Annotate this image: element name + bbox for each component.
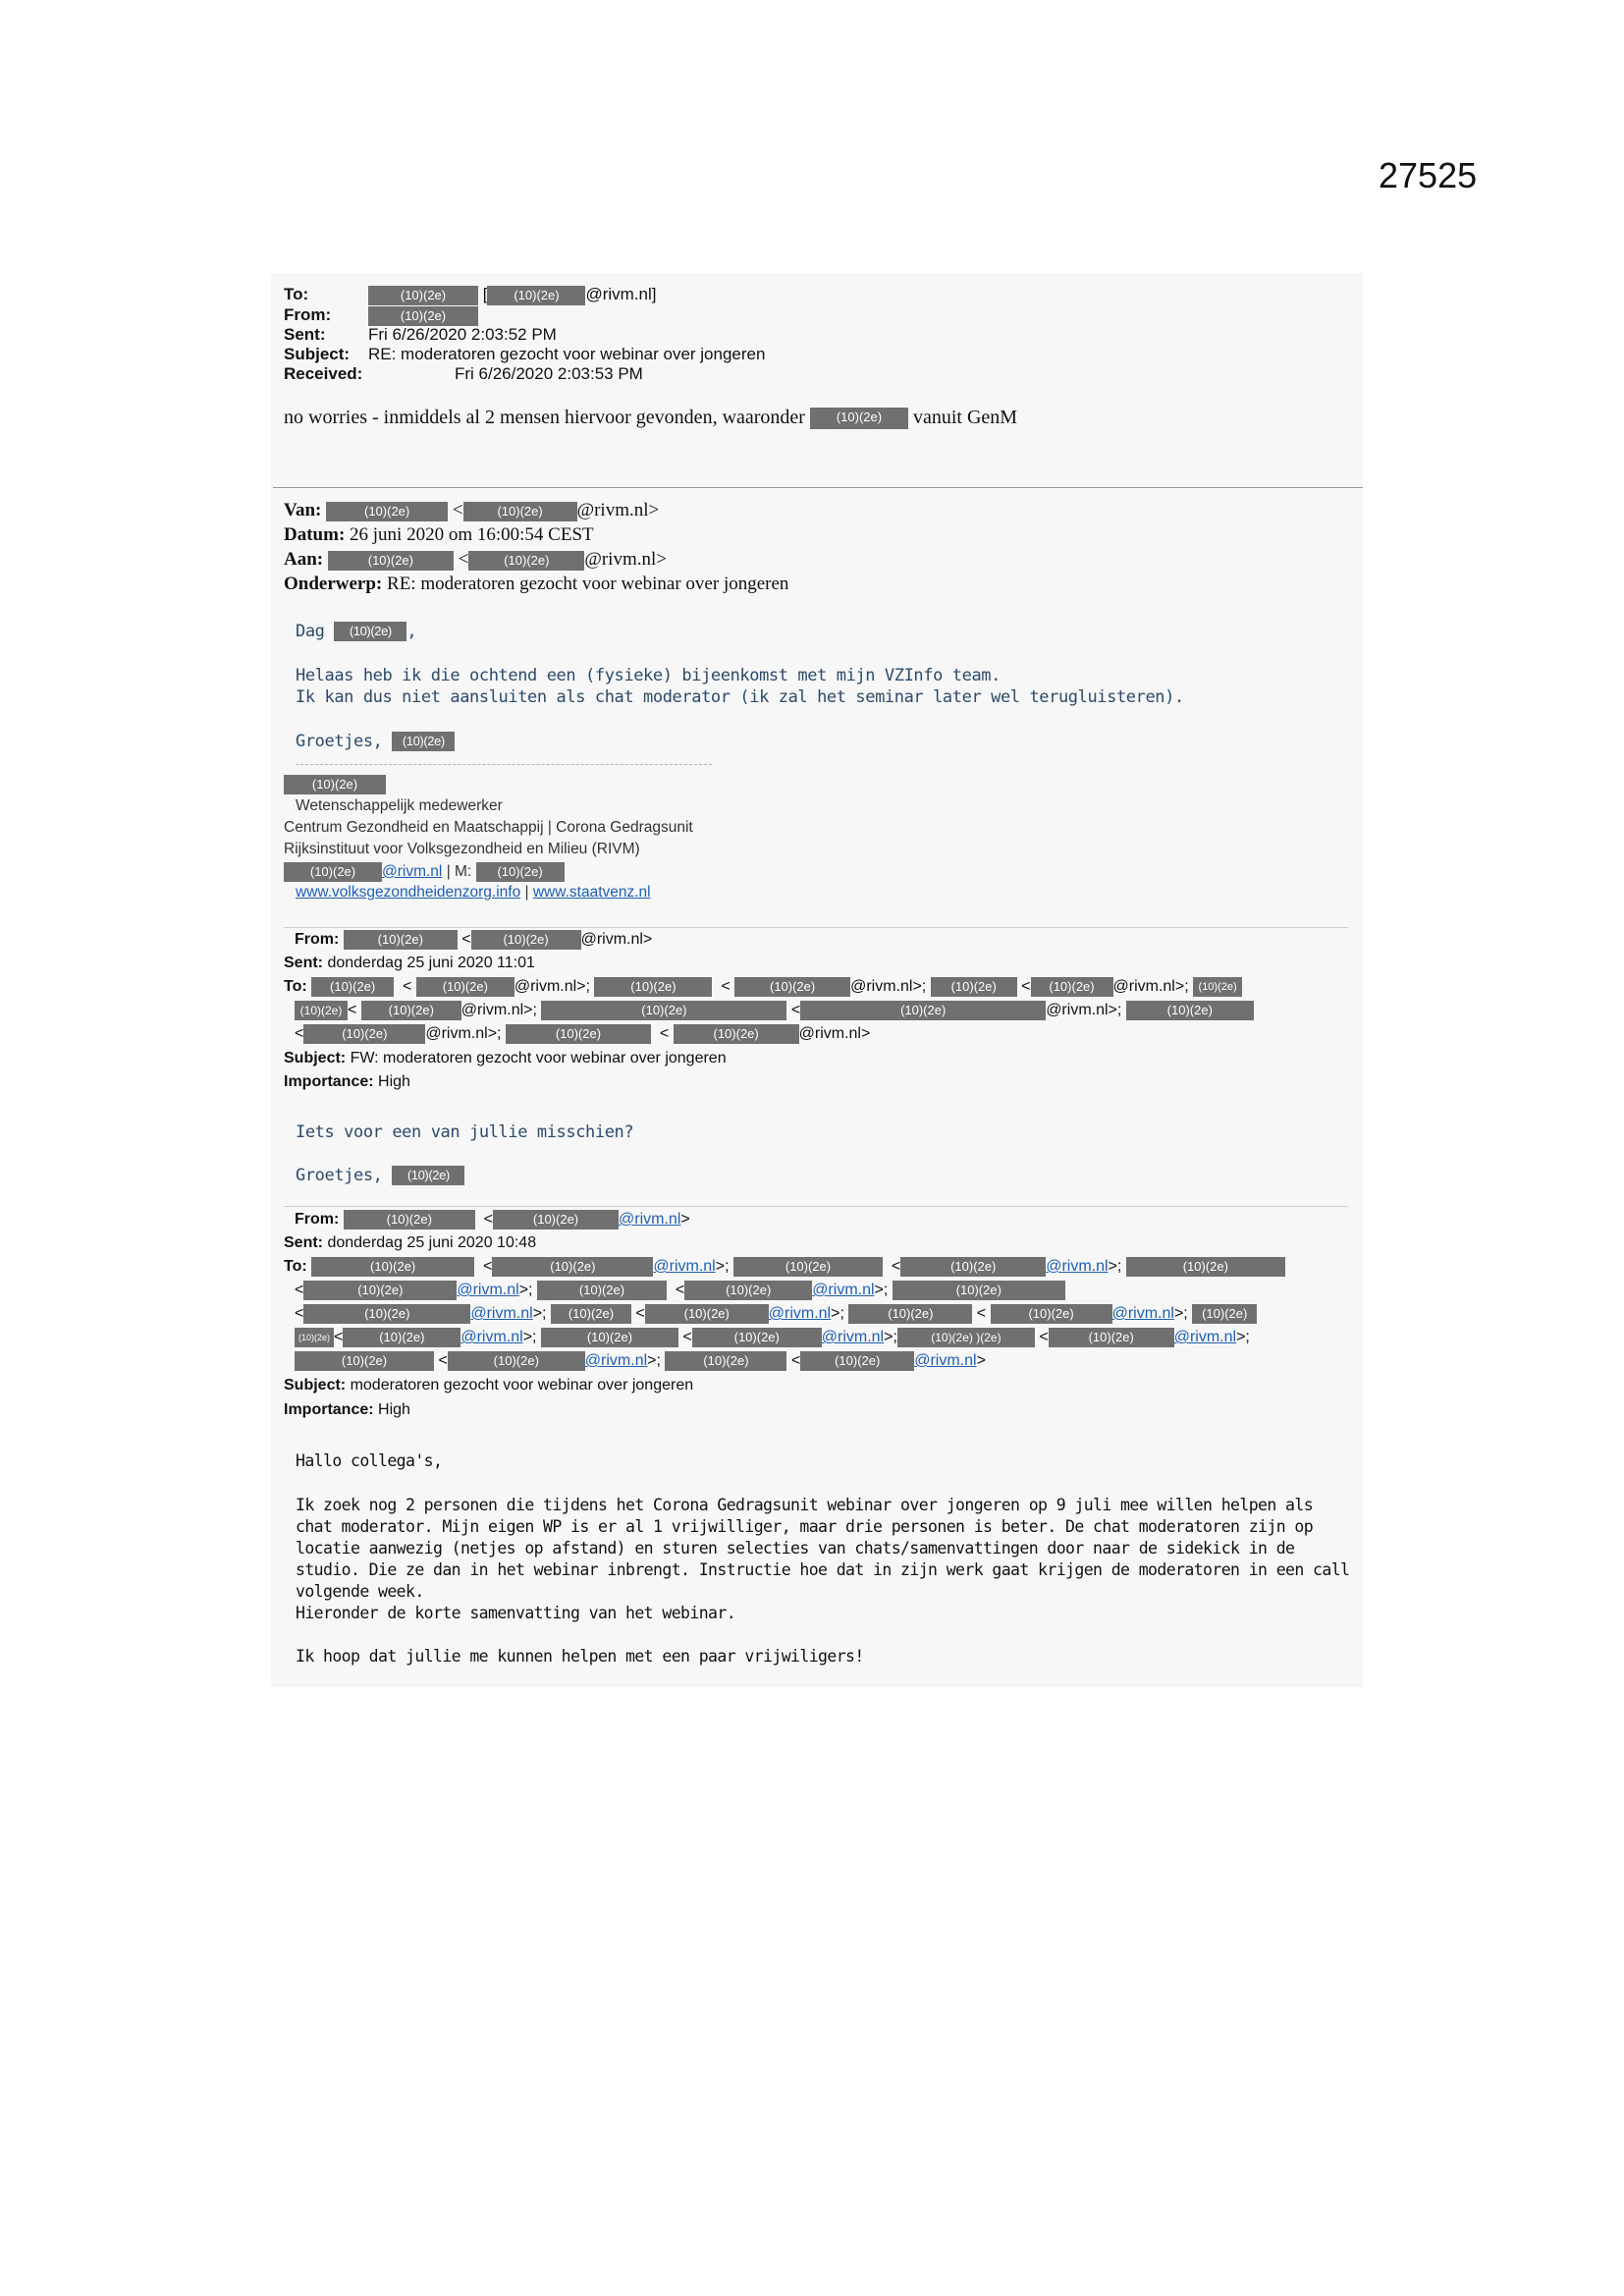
datum-value: 26 juni 2020 om 16:00:54 CEST (350, 524, 594, 545)
redaction: (10)(2e) (334, 622, 406, 641)
redaction: (10)(2e) (343, 1328, 460, 1347)
domain: @rivm.nl> (798, 1025, 871, 1043)
semi: >; (1173, 1305, 1188, 1323)
redaction: (10)(2e) (368, 286, 478, 305)
redaction: (10)(2e) (295, 1351, 434, 1371)
received-label: Received: (284, 364, 363, 383)
signature-contact (284, 862, 565, 882)
from-label: From: (295, 1211, 340, 1229)
paragraph-line: Ik zoek nog 2 personen die tijdens het Corona Gedragsunit webinar over jongeren op 9 juli mee willen helpen als (296, 1496, 1314, 1514)
body-text: no worries - inmiddels al 2 mensen hiervoor gevonden, waaronder (284, 407, 805, 428)
signature-name (284, 775, 386, 794)
semi: >; (884, 1329, 897, 1346)
domain: @rivm.nl>; (1046, 1002, 1122, 1019)
redaction: (10)(2e) (800, 1351, 914, 1371)
lt: < (452, 500, 463, 520)
from-label: From: (284, 305, 332, 324)
email3-body: Iets voor een van jullie misschien? (296, 1122, 634, 1142)
closing-text: Groetjes, (296, 1166, 383, 1185)
email1-from-row (284, 305, 478, 326)
email-link[interactable]: @rivm.nl (457, 1282, 519, 1299)
redaction: (10)(2e) (900, 1257, 1046, 1277)
redaction: (10)(2e) (328, 551, 454, 571)
redaction: (10)(2e) (493, 1210, 619, 1230)
paragraph-line: chat moderator. Mijn eigen WP is er al 1 vrijwilliger, maar drie personen is beter. De chat moderatoren zijn op (296, 1517, 1314, 1536)
email-link[interactable]: @rivm.nl (1046, 1258, 1109, 1276)
semi: >; (647, 1352, 661, 1370)
email4-from-row: From: (10)(2e) < (10)(2e) @rivm.nl> (295, 1211, 690, 1229)
redaction: (10)(2e) (476, 862, 565, 882)
redaction: (10)(2e) (303, 1281, 457, 1300)
from-label: From: (295, 931, 340, 949)
domain: @rivm.nl>; (514, 978, 590, 996)
email2-onderwerp-row (284, 574, 788, 595)
email3-subject-row (284, 1050, 727, 1067)
sent-value: donderdag 25 juni 2020 11:01 (327, 955, 535, 971)
email3-to-row2: (10)(2e) < (10)(2e) @rivm.nl>; (10)(2e) < (10)(2e) @rivm.nl>; (10)(2e) (295, 1001, 1254, 1020)
email-link[interactable]: @rivm.nl (619, 1211, 681, 1229)
email-link[interactable]: @rivm.nl (470, 1305, 533, 1323)
email-link[interactable]: @rivm.nl (653, 1258, 716, 1276)
link-staatvenz[interactable]: www.staatvenz.nl (532, 884, 651, 901)
paragraph-line: locatie aanwezig (netjes op afstand) en sturen selecties van chats/samenvattingen door naar de sidekick in de (296, 1539, 1295, 1558)
redaction: (10)(2e) (392, 1166, 464, 1185)
subject-value: FW: moderatoren gezocht voor webinar over jongeren (350, 1050, 727, 1066)
signature-divider (296, 764, 712, 765)
email1-to-row (284, 285, 657, 305)
body-text-end: vanuit GenM (912, 407, 1018, 428)
gt: > (680, 1211, 690, 1229)
received-value: Fri 6/26/2020 2:03:53 PM (455, 364, 643, 383)
lt: < (458, 549, 469, 570)
email4-closing-line: Ik hoop dat jullie me kunnen helpen met een paar vrijwiligers! (296, 1647, 864, 1666)
redaction: (10)(2e) )(2e) (897, 1328, 1035, 1347)
redaction: (10)(2e) (1126, 1257, 1285, 1277)
onderwerp-label: Onderwerp: (284, 574, 383, 594)
importance-value: High (378, 1401, 410, 1418)
redaction: (10)(2e) (1192, 1304, 1257, 1324)
email4-to-row5: (10)(2e) < (10)(2e) @rivm.nl>; (10)(2e) < (10)(2e) @rivm.nl> (295, 1351, 986, 1371)
semi: >; (1236, 1329, 1250, 1346)
redaction: (10)(2e) (471, 930, 581, 950)
signature-org2: Rijksinstituut voor Volksgezondheid en Milieu (RIVM) (284, 841, 640, 857)
email-link[interactable]: @rivm.nl (1173, 1329, 1237, 1346)
email2-line1: Helaas heb ik die ochtend een (fysieke) bijeenkomst met mijn VZInfo team. (296, 666, 1001, 685)
redaction: (10)(2e) (674, 1024, 799, 1044)
subject-value: moderatoren gezocht voor webinar over jongeren (350, 1377, 694, 1394)
redaction: (10)(2e) (487, 286, 585, 305)
email1-sent-row (284, 325, 557, 345)
semi: >; (874, 1282, 889, 1299)
redaction: (10)(2e) (303, 1304, 470, 1324)
semi: >; (518, 1282, 533, 1299)
sent-label: Sent: (284, 955, 323, 971)
importance-value: High (378, 1073, 410, 1090)
email-link[interactable]: @rivm.nl (1111, 1305, 1174, 1323)
redaction: (10)(2e) (684, 1281, 812, 1300)
redaction: (10)(2e) (311, 977, 394, 997)
email3-sent-row (284, 955, 535, 972)
domain: @rivm.nl>; (425, 1025, 502, 1043)
onderwerp-value: RE: moderatoren gezocht voor webinar over jongeren (387, 574, 789, 594)
semi: >; (1108, 1258, 1122, 1276)
redaction: (10)(2e) (448, 1351, 585, 1371)
to-label: To: (284, 978, 307, 996)
sent-value: Fri 6/26/2020 2:03:52 PM (368, 325, 557, 344)
to-domain: @rivm.nl] (585, 285, 657, 303)
domain: @rivm.nl>; (850, 978, 927, 996)
redaction: (10)(2e) (537, 1281, 667, 1300)
email2-line2: Ik kan dus niet aansluiten als chat moderator (ik zal het seminar later wel terugluisteren). (296, 687, 1184, 707)
email3-closing (296, 1166, 464, 1185)
closing-text: Groetjes, (296, 732, 383, 751)
paragraph-line: Hieronder de korte samenvatting van het webinar. (296, 1604, 736, 1622)
email2-datum-row (284, 524, 594, 546)
to-label: To: (284, 1258, 307, 1276)
redaction: (10)(2e) (284, 862, 382, 882)
to-label: To: (284, 285, 309, 303)
signature-title: Wetenschappelijk medewerker (296, 797, 503, 814)
datum-label: Datum: (284, 524, 346, 545)
redaction: (10)(2e) (368, 306, 478, 326)
paragraph-line: volgende week. (296, 1582, 424, 1601)
email1-body (284, 407, 1017, 429)
email-link[interactable]: @rivm.nl (914, 1352, 977, 1370)
redaction: (10)(2e) (551, 1304, 631, 1324)
redaction: (10)(2e) (468, 551, 584, 571)
redaction: (10)(2e) (392, 732, 455, 751)
email-link[interactable]: @rivm.nl (812, 1282, 875, 1299)
redaction: (10)(2e) (594, 977, 712, 997)
aan-label: Aan: (284, 549, 324, 570)
redaction: (10)(2e) (492, 1257, 653, 1277)
redaction: (10)(2e) (665, 1351, 786, 1371)
redaction: (10)(2e) (1049, 1328, 1174, 1347)
redaction: (10)(2e) (295, 1328, 334, 1347)
sent-value: donderdag 25 juni 2020 10:48 (327, 1234, 537, 1251)
semi: >; (522, 1329, 537, 1346)
email3-importance-row (284, 1073, 410, 1091)
importance-label: Importance: (284, 1073, 374, 1090)
redaction: (10)(2e) (311, 1257, 474, 1277)
email-link[interactable]: @rivm.nl (768, 1305, 832, 1323)
paragraph-line: studio. Die ze dan in het webinar inbrengt. Instructie hoe dat in zijn werk gaat krijgen de moderatoren in een call (296, 1560, 1350, 1579)
redaction: (10)(2e) (326, 502, 448, 521)
redaction: (10)(2e) (506, 1024, 651, 1044)
redaction: (10)(2e) (848, 1304, 972, 1324)
email4-greeting: Hallo collega's, (296, 1451, 443, 1470)
redaction: (10)(2e) (692, 1328, 822, 1347)
sep: | (524, 884, 529, 901)
signature-links (296, 884, 651, 902)
importance-label: Importance: (284, 1401, 374, 1418)
email4-to-row3: < (10)(2e) @rivm.nl>; (10)(2e) < (10)(2e) @rivm.nl>; (10)(2e) < (10)(2e) @rivm.nl>; (10)(2e) (295, 1304, 1257, 1324)
sent-label: Sent: (284, 325, 326, 344)
signature-org1: Centrum Gezondheid en Maatschappij | Corona Gedragsunit (284, 819, 693, 836)
email3-to-row3: < (10)(2e) @rivm.nl>; (10)(2e) < (10)(2e) @rivm.nl> (295, 1025, 871, 1043)
domain: @rivm.nl>; (1112, 978, 1189, 996)
separator (273, 487, 1363, 488)
subject-label: Subject: (284, 1050, 347, 1066)
domain: @rivm.nl> (576, 500, 660, 520)
domain: @rivm.nl>; (460, 1002, 537, 1019)
redaction: (10)(2e) (303, 1024, 425, 1044)
signature-mail-link[interactable]: @rivm.nl (382, 863, 443, 881)
bracket: [ (482, 285, 488, 303)
semi: >; (831, 1305, 844, 1323)
redaction: (10)(2e) (541, 1328, 678, 1347)
email3-to-row1: To: (10)(2e) < (10)(2e) @rivm.nl>; (10)(2e) < (10)(2e) @rivm.nl>; (10)(2e) < (10)(2e) @rivm.nl>; (10)(2e) (284, 977, 1242, 997)
signature-m: | M: (446, 863, 472, 881)
gt: > (976, 1352, 986, 1370)
semi: >; (715, 1258, 730, 1276)
subject-value: RE: moderatoren gezocht voor webinar over jongeren (368, 345, 766, 363)
email2-van-row (284, 500, 659, 521)
email4-to-row2: < (10)(2e) @rivm.nl>; (10)(2e) < (10)(2e) @rivm.nl>; (10)(2e) (295, 1281, 1065, 1300)
email-link[interactable]: @rivm.nl (584, 1352, 648, 1370)
redaction: (10)(2e) (1193, 977, 1242, 997)
email2-aan-row (284, 549, 667, 571)
comma: , (406, 622, 417, 641)
redaction: (10)(2e) (734, 977, 850, 997)
email1-subject-row (284, 345, 765, 364)
subject-label: Subject: (284, 345, 351, 363)
separator (284, 927, 1348, 928)
email2-closing (296, 732, 455, 751)
van-label: Van: (284, 500, 322, 520)
redaction: (10)(2e) (733, 1257, 883, 1277)
email1-received-row (284, 364, 643, 384)
redaction: (10)(2e) (931, 977, 1017, 997)
email2-greeting (296, 622, 416, 641)
email4-to-row4: (10)(2e) < (10)(2e) @rivm.nl>; (10)(2e) < (10)(2e) @rivm.nl>; (10)(2e) )(2e) < (10)(2e) @rivm.nl>; (295, 1328, 1250, 1347)
document-number: 27525 (1379, 155, 1478, 195)
redaction: (10)(2e) (991, 1304, 1112, 1324)
email4-sent-row (284, 1234, 536, 1252)
redaction: (10)(2e) (416, 977, 514, 997)
redaction: (10)(2e) (361, 1001, 461, 1020)
redaction: (10)(2e) (1126, 1001, 1254, 1020)
email-link[interactable]: @rivm.nl (460, 1329, 523, 1346)
redaction: (10)(2e) (645, 1304, 769, 1324)
sent-label: Sent: (284, 1234, 323, 1251)
redaction: (10)(2e) (284, 775, 386, 794)
domain: @rivm.nl> (584, 549, 667, 570)
redaction: (10)(2e) (344, 930, 458, 950)
redaction: (10)(2e) (295, 1001, 348, 1020)
email-link[interactable]: @rivm.nl (821, 1329, 885, 1346)
redaction: (10)(2e) (1031, 977, 1113, 997)
separator (284, 1206, 1348, 1207)
redaction: (10)(2e) (344, 1210, 475, 1230)
redaction: (10)(2e) (800, 1001, 1046, 1020)
email4-paragraph (296, 1495, 1349, 1624)
redaction: (10)(2e) (810, 408, 908, 429)
redaction: (10)(2e) (541, 1001, 786, 1020)
redaction: (10)(2e) (893, 1281, 1065, 1300)
redaction: (10)(2e) (463, 502, 577, 521)
email4-subject-row (284, 1377, 693, 1394)
from-domain: @rivm.nl> (580, 931, 653, 949)
email4-importance-row (284, 1401, 410, 1419)
greeting-text: Dag (296, 622, 325, 641)
semi: >; (532, 1305, 547, 1323)
subject-label: Subject: (284, 1377, 347, 1394)
email3-from-row: From: (10)(2e) < (10)(2e) @rivm.nl> (295, 931, 653, 949)
link-volksgezondheidenzorg[interactable]: www.volksgezondheidenzorg.info (296, 884, 521, 901)
email4-to-row1: To: (10)(2e) < (10)(2e) @rivm.nl>; (10)(2e) < (10)(2e) @rivm.nl>; (10)(2e) (284, 1257, 1285, 1277)
